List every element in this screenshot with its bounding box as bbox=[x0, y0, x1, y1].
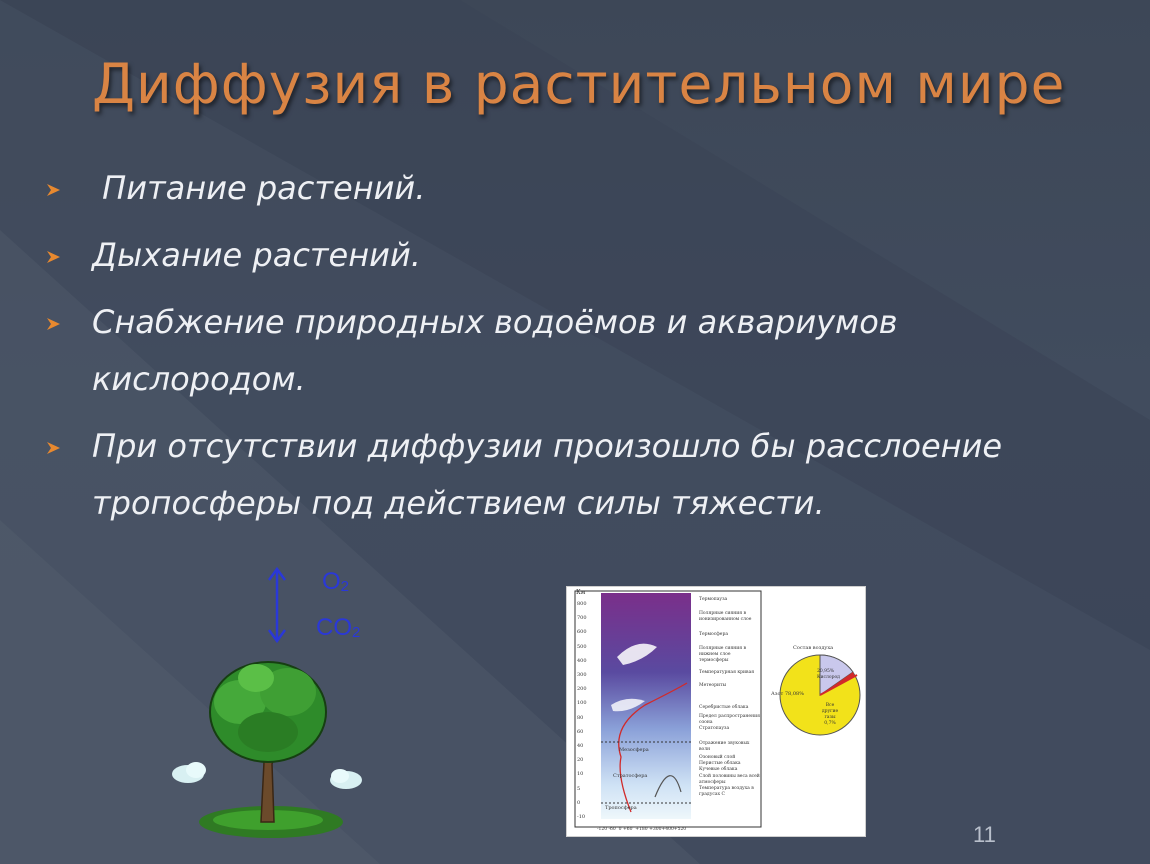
x-axis-ticks: -120 -60 0 +60 +180 +300+400+520 bbox=[597, 827, 687, 832]
bullet-text: Дыхание растений. bbox=[92, 236, 421, 274]
axis-unit: Км bbox=[576, 589, 586, 596]
double-arrow-icon bbox=[264, 566, 290, 644]
bullet-arrow-icon bbox=[46, 418, 62, 475]
altitude-ticks: 800 700 600 500 400 300 200 100 80 60 40 20 10 5 0 -10 bbox=[577, 601, 587, 821]
page-number: 11 bbox=[973, 822, 996, 847]
pie-title: Состав воздуха bbox=[793, 645, 834, 651]
pie-label-nitrogen: Азот 78,08% bbox=[771, 691, 804, 697]
bullet-item bbox=[46, 294, 992, 408]
tree-illustration bbox=[168, 652, 374, 842]
bullet-text: При отсутствии диффузии произошло бы расслоение тропосферы под действием силы тяжести. bbox=[92, 427, 1003, 522]
atmosphere-legend: Термопауза Полярные сияния в ионизированном слое Термосфера Полярные сияния в нижнем слое термосферы Температурная кривая Метеориты Серебристые облака Предел распространения озона Стратопауза Отражение звуковых волн Озоновый слой Перистые облака Кучевые облака Слой половины веса всей атмосферы Температура воздуха в градусах С bbox=[699, 597, 760, 798]
layer-label-mesosphere: Мезосфера bbox=[619, 747, 649, 753]
bullet-arrow-icon bbox=[46, 227, 62, 284]
slide-title: Диффузия в растительном мире bbox=[92, 52, 1066, 116]
o2-label: $O_2$ bbox=[322, 568, 350, 595]
bullet-list bbox=[46, 160, 1126, 542]
layer-label-stratosphere: Стратосфера bbox=[613, 773, 648, 779]
pie-label-oxygen: 20,95% Кислород bbox=[817, 669, 840, 680]
layer-label-troposphere: Тропосфера bbox=[605, 805, 637, 811]
bullet-item bbox=[46, 160, 1126, 217]
bullet-item bbox=[46, 418, 1082, 532]
bullet-arrow-icon bbox=[46, 160, 62, 217]
atmosphere-diagram bbox=[566, 586, 866, 837]
co2-label: $CO_2$ bbox=[316, 614, 361, 641]
pie-label-other: Все другие газы 0,7% bbox=[821, 703, 839, 726]
bullet-arrow-icon bbox=[46, 294, 62, 351]
bullet-text: Питание растений. bbox=[92, 169, 426, 207]
bullet-text: Снабжение природных водоёмов и аквариумов кислородом. bbox=[92, 303, 898, 398]
bullet-item bbox=[46, 227, 1126, 284]
